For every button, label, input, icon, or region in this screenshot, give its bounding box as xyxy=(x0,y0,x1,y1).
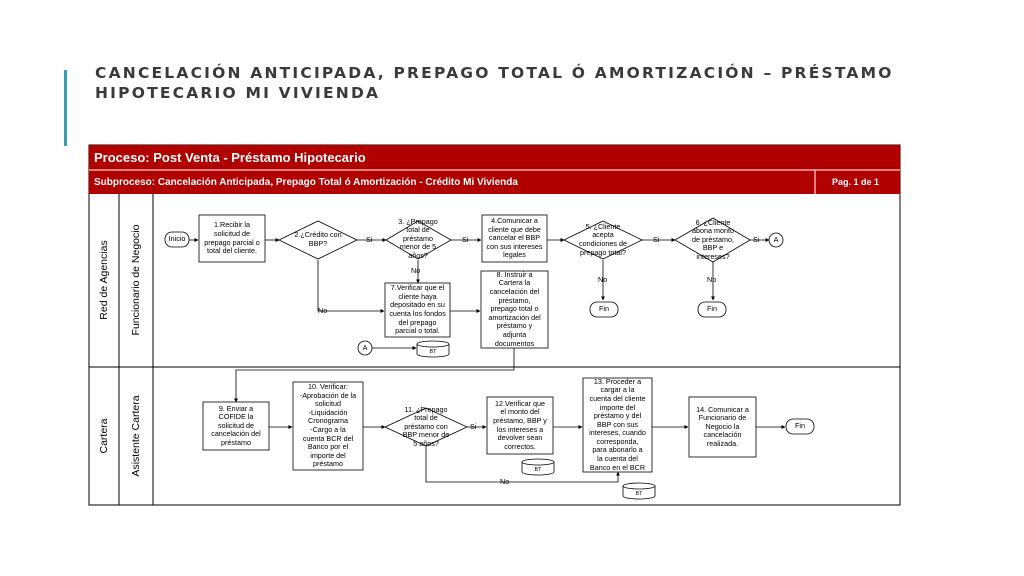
branch-si-d11: Si xyxy=(470,422,477,431)
branch-si-d5: Si xyxy=(653,235,660,244)
slide-title: CANCELACIÓN ANTICIPADA, PREPAGO TOTAL Ó AMORTIZACIÓN – PRÉSTAMO HIPOTECARIO MI VIVIENDA xyxy=(95,64,894,102)
branch-si-d6: Si xyxy=(753,235,760,244)
step-12-text: 12.Verificar que el monto del préstamo, BBP y los intereses a devolver sean correctos. xyxy=(493,398,547,451)
fin-6-text: Fin xyxy=(707,304,717,314)
decision-6-text: 6. ¿Cliente abona monto de préstamo, BBP e intereses? xyxy=(692,217,734,261)
lane-role-funcionario: Funcionario de Negocio xyxy=(130,224,142,336)
lane-group-cartera: Cartera xyxy=(98,418,110,454)
bt-db-7-text: BT xyxy=(429,349,437,356)
branch-si-d3: Si xyxy=(462,235,469,244)
fin-14-text: Fin xyxy=(795,421,805,431)
step-14-text: 14. Comunicar a Funcionario de Negocio la cancelación realizada. xyxy=(696,404,749,448)
lane-group-red-agencias: Red de Agencias xyxy=(98,240,110,320)
connector-a-in-text: A xyxy=(362,342,368,352)
page-number: Pag. 1 de 1 xyxy=(832,177,880,187)
fin-5-text: Fin xyxy=(599,304,609,314)
lane-role-asistente: Asistente Cartera xyxy=(130,395,142,477)
decision-11-text: 11. ¿Prepago total de préstamo con BBP menor de 5 años? xyxy=(402,404,450,448)
branch-si-d2: Si xyxy=(366,235,373,244)
decision-5-text: 5. ¿Cliente acepta condiciones de prepago total? xyxy=(579,221,627,257)
step-10-text: 10. Verificar: -Aprobación de la solicitud -Liquidación Cronograma -Cargo a la cuenta BCR del Banco por el importe del préstamo xyxy=(299,382,357,469)
step-1-text: 1.Recibir la solicitud de prepago parcial o total del cliente. xyxy=(204,220,260,256)
branch-no-d2: No xyxy=(318,306,328,315)
connector-a-out-text: A xyxy=(773,234,779,244)
inicio-label: Inicio xyxy=(168,234,186,244)
step-13-text: 13. Proceder a cargar a la cuenta del cliente importe del préstamo y del BBP con sus intereses, cuando corresponda, para abonarlo a la cuenta del Banco en el BCR xyxy=(589,376,646,472)
decision-3-text: 3. ¿Prepago total de préstamo menor de 5 años? xyxy=(398,216,438,260)
branch-no-d6: No xyxy=(707,275,717,284)
step-4-text: 4.Comunicar a cliente que debe cancelar el BBP con sus intereses legales xyxy=(486,216,543,260)
step-9-text: 9. Enviar a COFIDE la solicitud de cancelación del préstamo xyxy=(211,403,261,447)
subproceso-title: Subproceso: Cancelación Anticipada, Prepago Total ó Amortización - Crédito Mi Vivienda xyxy=(94,177,518,188)
bt-db-13-text: BT xyxy=(635,491,643,498)
bt-db-12-text: BT xyxy=(534,467,542,474)
branch-no-d5: No xyxy=(598,275,608,284)
step-8-text: 8. Instruir a Cartera la cancelación del préstamo, prepago total o amortización del préstamo y adjunta documentos xyxy=(488,269,541,348)
branch-no-d3: No xyxy=(411,266,421,275)
proceso-title: Proceso: Post Venta - Préstamo Hipotecario xyxy=(94,150,366,165)
branch-no-d11: No xyxy=(500,477,510,486)
step-7-text: 7.Verificar que el cliente haya depositado en su cuenta los fondos del prepago parcial o total. xyxy=(389,283,446,336)
decision-2-text: 2.¿Crédito con BBP? xyxy=(294,230,342,248)
